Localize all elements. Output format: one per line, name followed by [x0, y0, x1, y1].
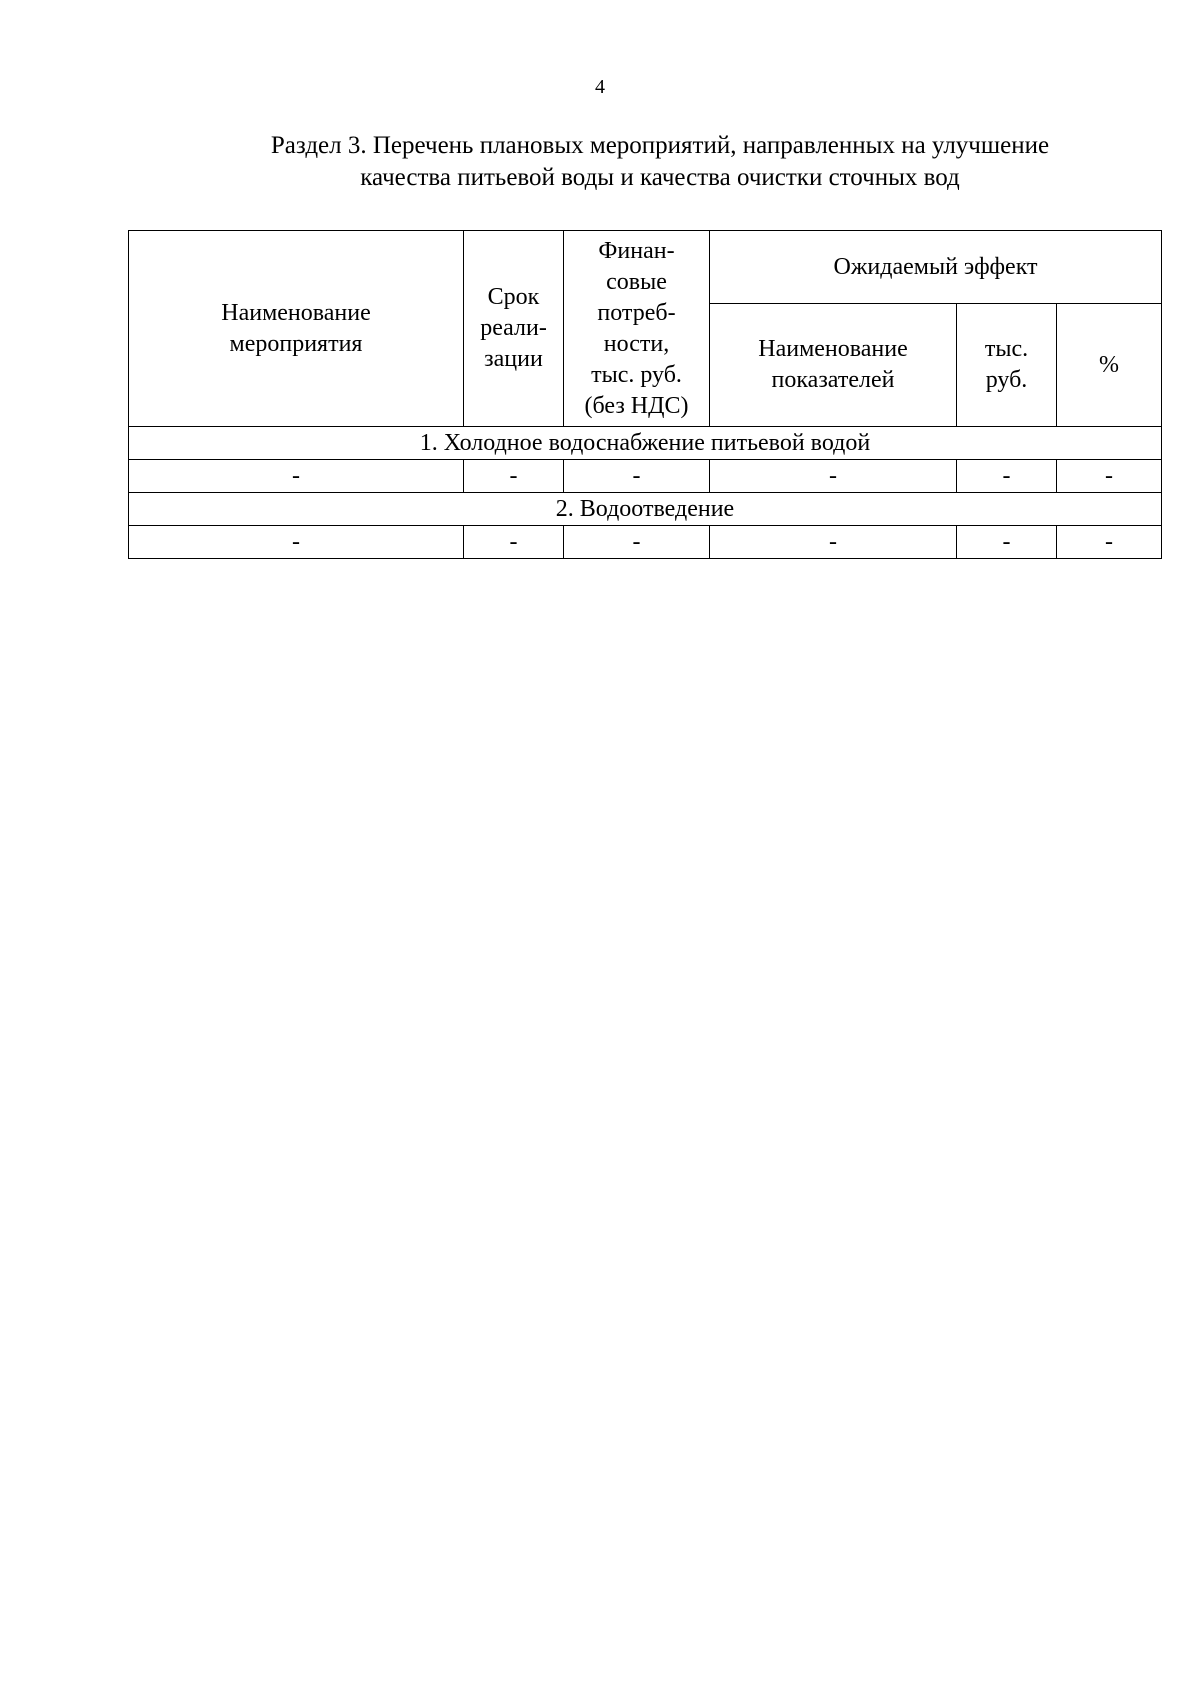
cell-percent: -: [1057, 460, 1162, 493]
section-title: [0, 130, 1200, 194]
section-row-sewerage: [129, 493, 1162, 526]
section-title-water-supply: 1. Холодное водоснабжение питьевой водой: [129, 427, 1162, 460]
cell-indicators: -: [710, 526, 957, 559]
section-row-water-supply: [129, 427, 1162, 460]
header-percent: %: [1057, 304, 1162, 427]
cell-term: -: [464, 526, 564, 559]
page-number: 4: [595, 76, 605, 98]
section-title-sewerage: 2. Водоотведение: [129, 493, 1162, 526]
cell-finance: -: [564, 460, 710, 493]
header-expected-effect: Ожидаемый эффект: [710, 231, 1162, 304]
table-row: [129, 526, 1162, 559]
measures-table: [128, 230, 1162, 559]
header-term: Срок реали- зации: [464, 231, 564, 427]
header-thousand-rub: тыс. руб.: [957, 304, 1057, 427]
section-title-line-1: Раздел 3. Перечень плановых мероприятий, направленных на улучшение: [270, 132, 1050, 159]
cell-measure-name: -: [129, 460, 464, 493]
header-indicators: Наименование показателей: [710, 304, 957, 427]
header-finance: Финан- совые потреб- ности, тыс. руб. (без НДС): [564, 231, 710, 427]
cell-thousand-rub: -: [957, 526, 1057, 559]
cell-finance: -: [564, 526, 710, 559]
section-title-line-2: качества питьевой воды и качества очистки сточных вод: [360, 164, 960, 191]
cell-percent: -: [1057, 526, 1162, 559]
cell-term: -: [464, 460, 564, 493]
cell-measure-name: -: [129, 526, 464, 559]
cell-thousand-rub: -: [957, 460, 1057, 493]
table-row: [129, 460, 1162, 493]
header-measure-name: Наименование мероприятия: [129, 231, 464, 427]
header-row-top: [129, 231, 1162, 304]
cell-indicators: -: [710, 460, 957, 493]
